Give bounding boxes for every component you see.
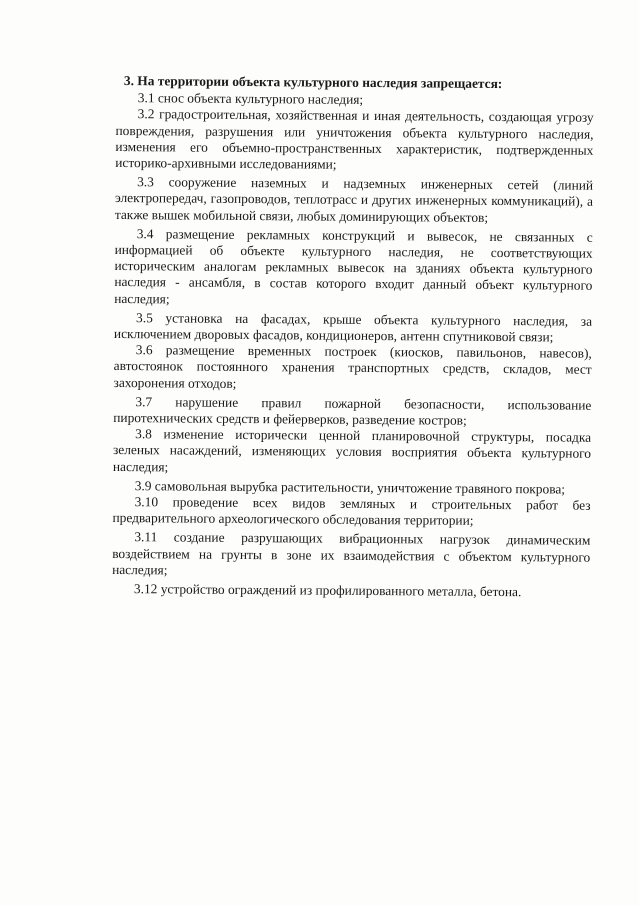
list-item-3-2: 3.2 градостроительная, хозяйственная и иная деятельность, создающая угрозу повреждения, разрушения или уничтожения объекта культурного наследия, изменения его объемно-пространственных характеристик, подтвержденных историко-архивными исследованиями; — [115, 106, 594, 172]
list-item-3-11: 3.11 создание разрушающих вибрационных нагрузок динамическим воздействием на грунты в зоне их взаимодействия с объектом культурного наследия; — [112, 529, 591, 578]
list-item-3-12: 3.12 устройство ограждений из профилированного металла, бетона. — [133, 581, 522, 600]
list-item-3-3: 3.3 сооружение наземных и надземных инженерных сетей (линий электропередач, газопроводов, теплотрасс и других инженерных коммуникаций), а также вышек мобильной связи, любых доминирующих объектов; — [114, 174, 594, 225]
list-item-3-9: 3.9 самовольная вырубка растительности, уничтожение травяного покрова; — [134, 478, 566, 497]
list-item-3-10: 3.10 проведение всех видов земляных и строительных работ без предварительного археологического обследования территории; — [112, 494, 591, 529]
list-item-3-5: 3.5 установка на фасадах, крыше объекта культурного наследия, за исключением дворовых фасадов, кондиционеров, антенн спутниковой связи; — [113, 310, 593, 345]
list-item-3-1: 3.1 снос объекта культурного наследия; — [137, 90, 364, 108]
list-item-3-7: 3.7 нарушение правил пожарной безопасности, использование пиротехнических средств и фейерверков, разведение костров; — [113, 394, 592, 428]
list-item-3-6: 3.6 размещение временных построек (киосков, павильонов, навесов), автостоянок постоянного хранения транспортных средств, складов, мест захоронения отходов; — [113, 342, 592, 391]
list-item-3-8: 3.8 изменение исторически ценной планировочной структуры, посадка зеленых насаждений, изменяющих условия восприятия объекта культурного наследия; — [112, 426, 592, 475]
document-text — [112, 73, 594, 601]
section-heading: 3. На территории объекта культурного наследия запрещается: — [123, 73, 503, 92]
list-item-3-4: 3.4 размещение рекламных конструкций и вывесок, не связанных с информацией об объекте культурного наследия, не соответствующих историческим аналогам рекламных вывесок на зданиях объекта культурного наследия - ансамбля, в состав которого входит данный объект культурного наследия; — [114, 225, 593, 307]
